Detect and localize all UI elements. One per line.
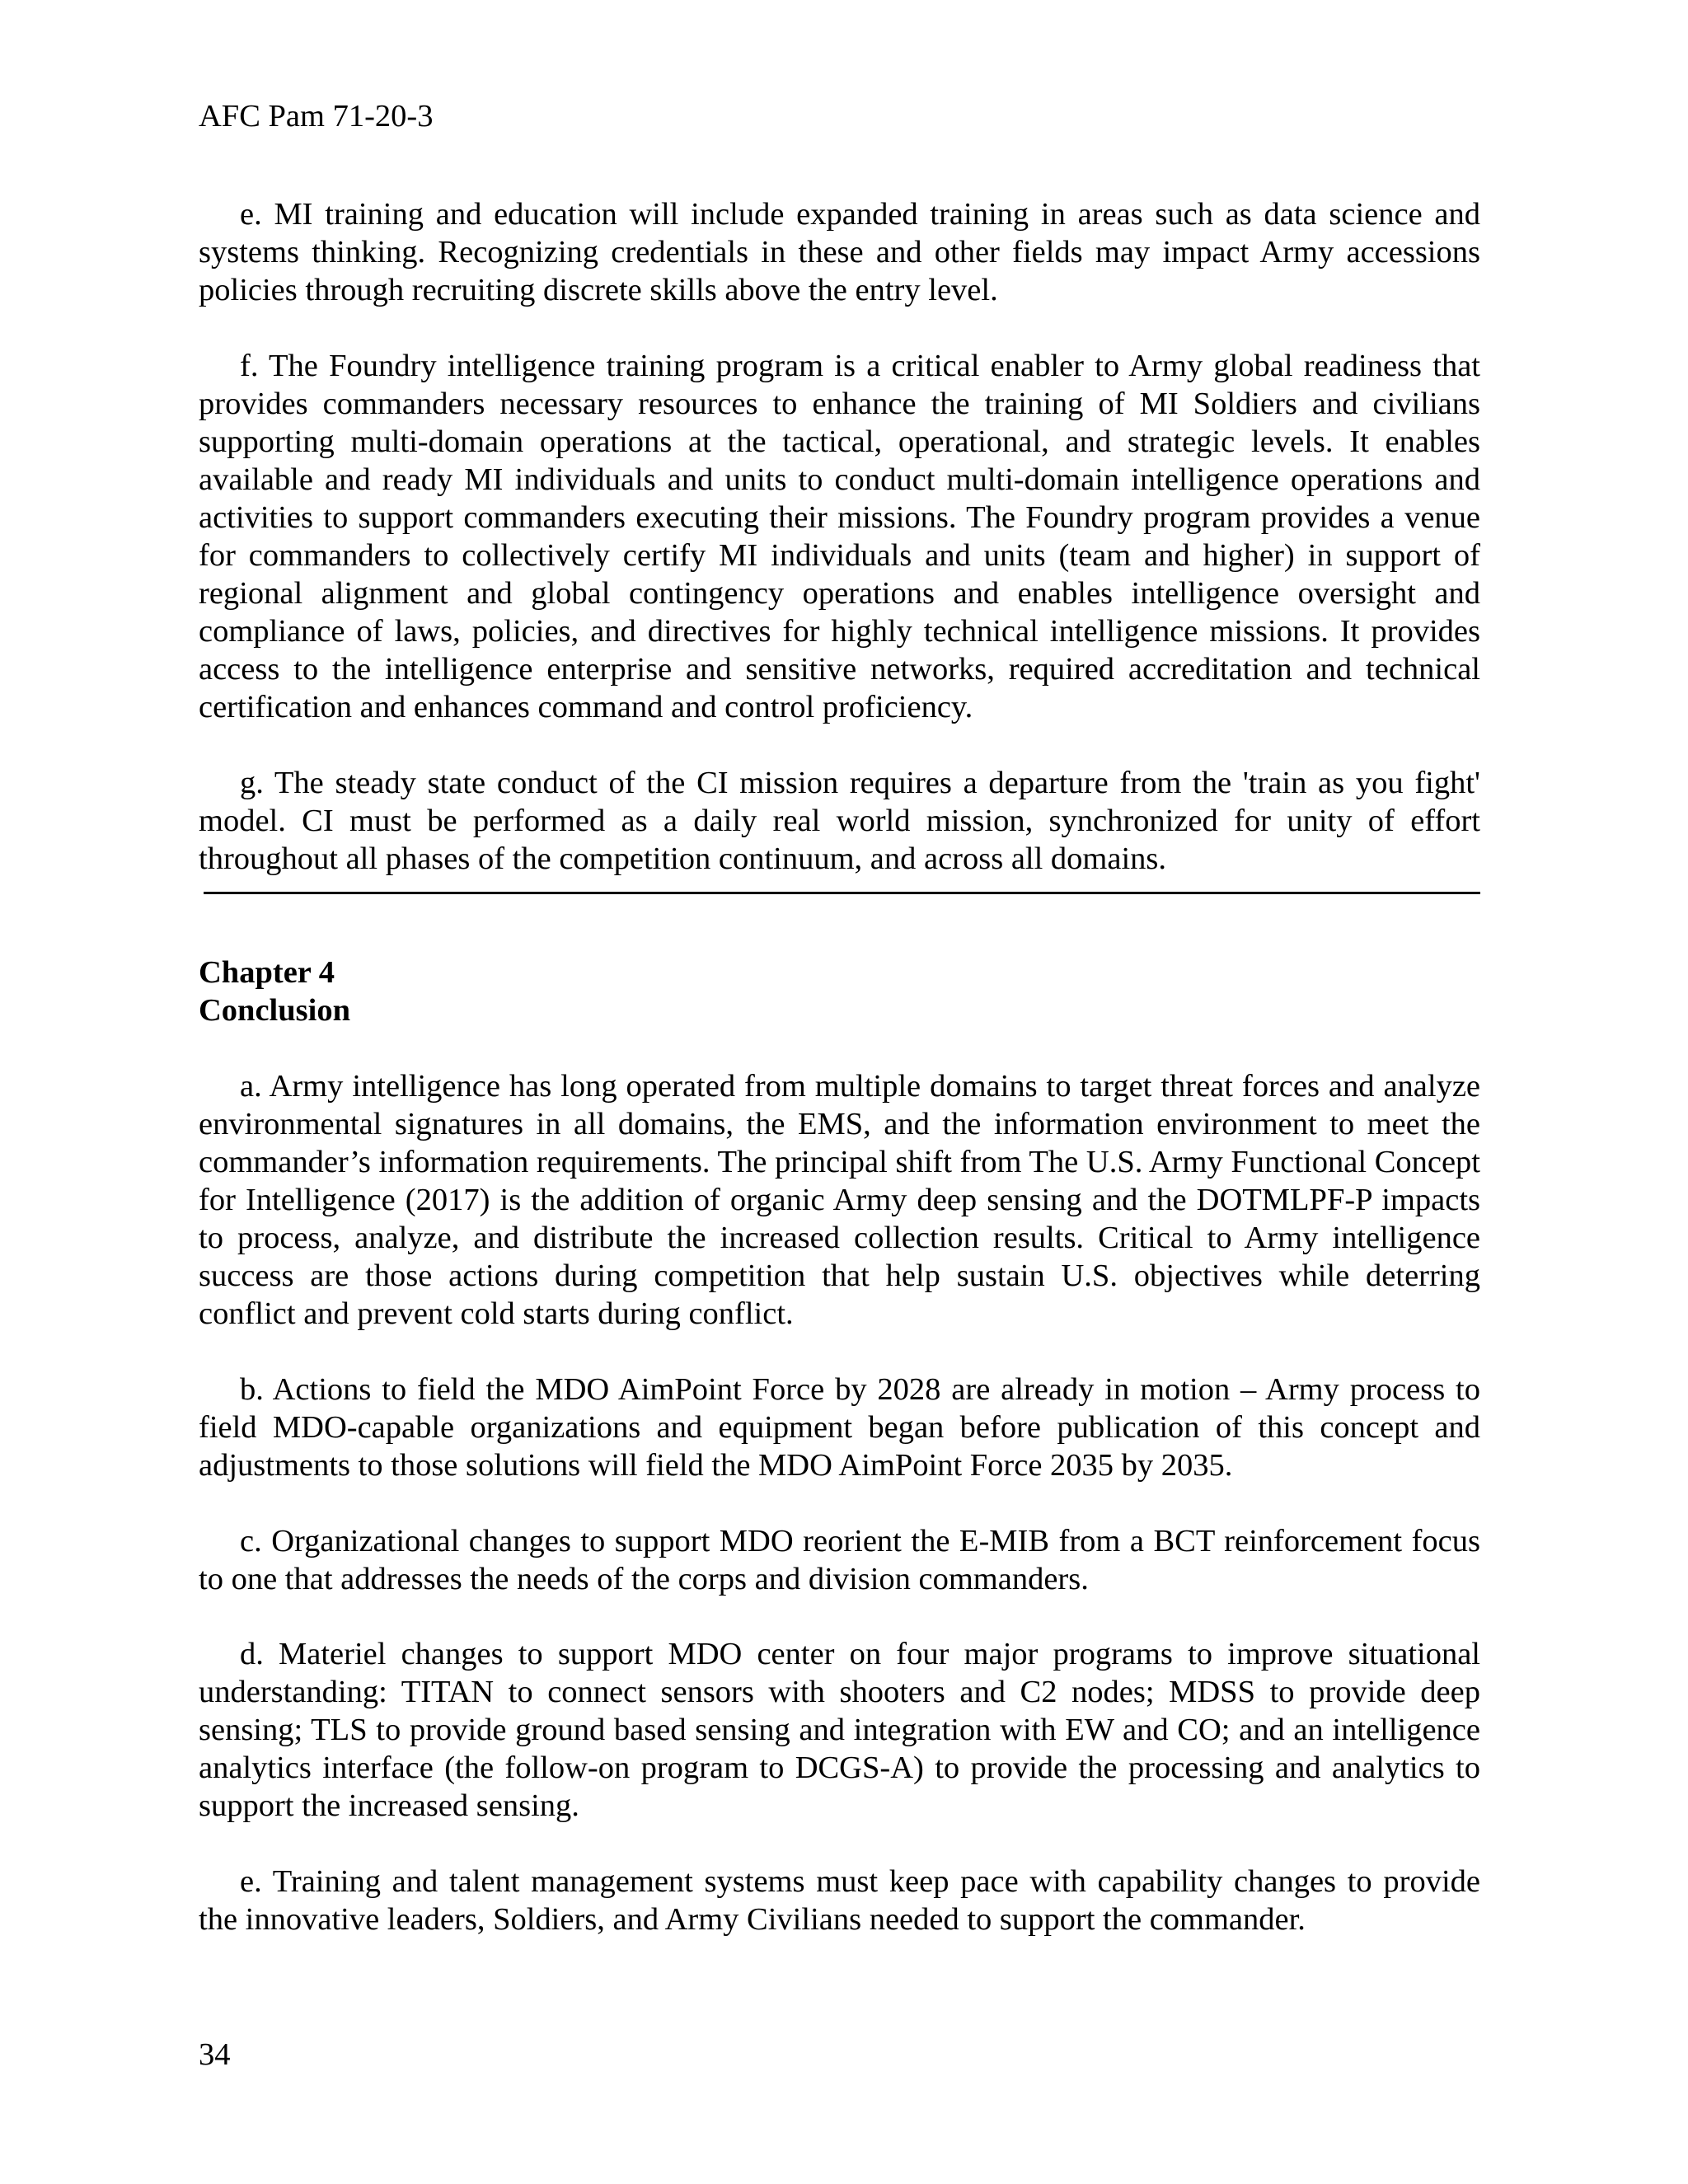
paragraph-c-organizational-changes: c. Organizational changes to support MDO reorient the E-MIB from a BCT reinforcement focus to one that addresses the needs of the corps and division commanders. (199, 1524, 1480, 1596)
chapter-number: Chapter 4 (199, 955, 335, 990)
section-divider (204, 892, 1480, 894)
paragraph-b-aimpoint-force: b. Actions to field the MDO AimPoint Force by 2028 are already in motion – Army process to field MDO-capable organizations and equipment began before publication of this concept and adjustments to those solutions will field the MDO AimPoint Force 2035 by 2035. (199, 1372, 1480, 1483)
paragraph-f-foundry: f. The Foundry intelligence training program is a critical enabler to Army global readiness that provides commanders necessary resources to enhance the training of MI Soldiers and civilians supporting multi-domain operations at the tactical, operational, and strategic levels. It enables available and ready MI individuals and units to conduct multi-domain intelligence operations and activities to support commanders executing their missions. The Foundry program provides a venue for commanders to collectively certify MI individuals and units (team and higher) in support of regional alignment and global contingency operations and enables intelligence oversight and compliance of laws, policies, and directives for highly technical intelligence missions. It provides access to the intelligence enterprise and sensitive networks, required accreditation and technical certification and enhances command and control proficiency. (199, 349, 1480, 724)
paragraph-e-talent-management: e. Training and talent management systems must keep pace with capability changes to provide the innovative leaders, Soldiers, and Army Civilians needed to support the commander. (199, 1864, 1480, 1937)
paragraph-e-training: e. MI training and education will include expanded training in areas such as data science and systems thinking. Recognizing credentials in these and other fields may impact Army accessions policies through recruiting discrete skills above the entry level. (199, 197, 1480, 307)
page-number: 34 (199, 2037, 231, 2072)
paragraph-a-army-intelligence: a. Army intelligence has long operated from multiple domains to target threat forces and analyze environmental signatures in all domains, the EMS, and the information environment to meet the commander’s information requirements. The principal shift from The U.S. Army Functional Concept for Intelligence (2017) is the addition of organic Army deep sensing and the DOTMLPF-P impacts to process, analyze, and distribute the increased collection results. Critical to Army intelligence success are those actions during competition that help sustain U.S. objectives while deterring conflict and prevent cold starts during conflict. (199, 1069, 1480, 1331)
paragraph-g-ci-mission: g. The steady state conduct of the CI mission requires a departure from the 'train as you fight' model. CI must be performed as a daily real world mission, synchronized for unity of effort throughout all phases of the competition continuum, and across all domains. (199, 766, 1480, 876)
document-header: AFC Pam 71-20-3 (199, 99, 434, 134)
chapter-title: Conclusion (199, 993, 351, 1028)
paragraph-d-materiel-changes: d. Materiel changes to support MDO center on four major programs to improve situational understanding: TITAN to connect sensors with shooters and C2 nodes; MDSS to provide deep sensing; TLS to provide ground based sensing and integration with EW and CO; and an intelligence analytics interface (the follow-on program to DCGS-A) to provide the processing and analytics to support the increased sensing. (199, 1637, 1480, 1823)
chapter-heading (199, 954, 350, 1029)
